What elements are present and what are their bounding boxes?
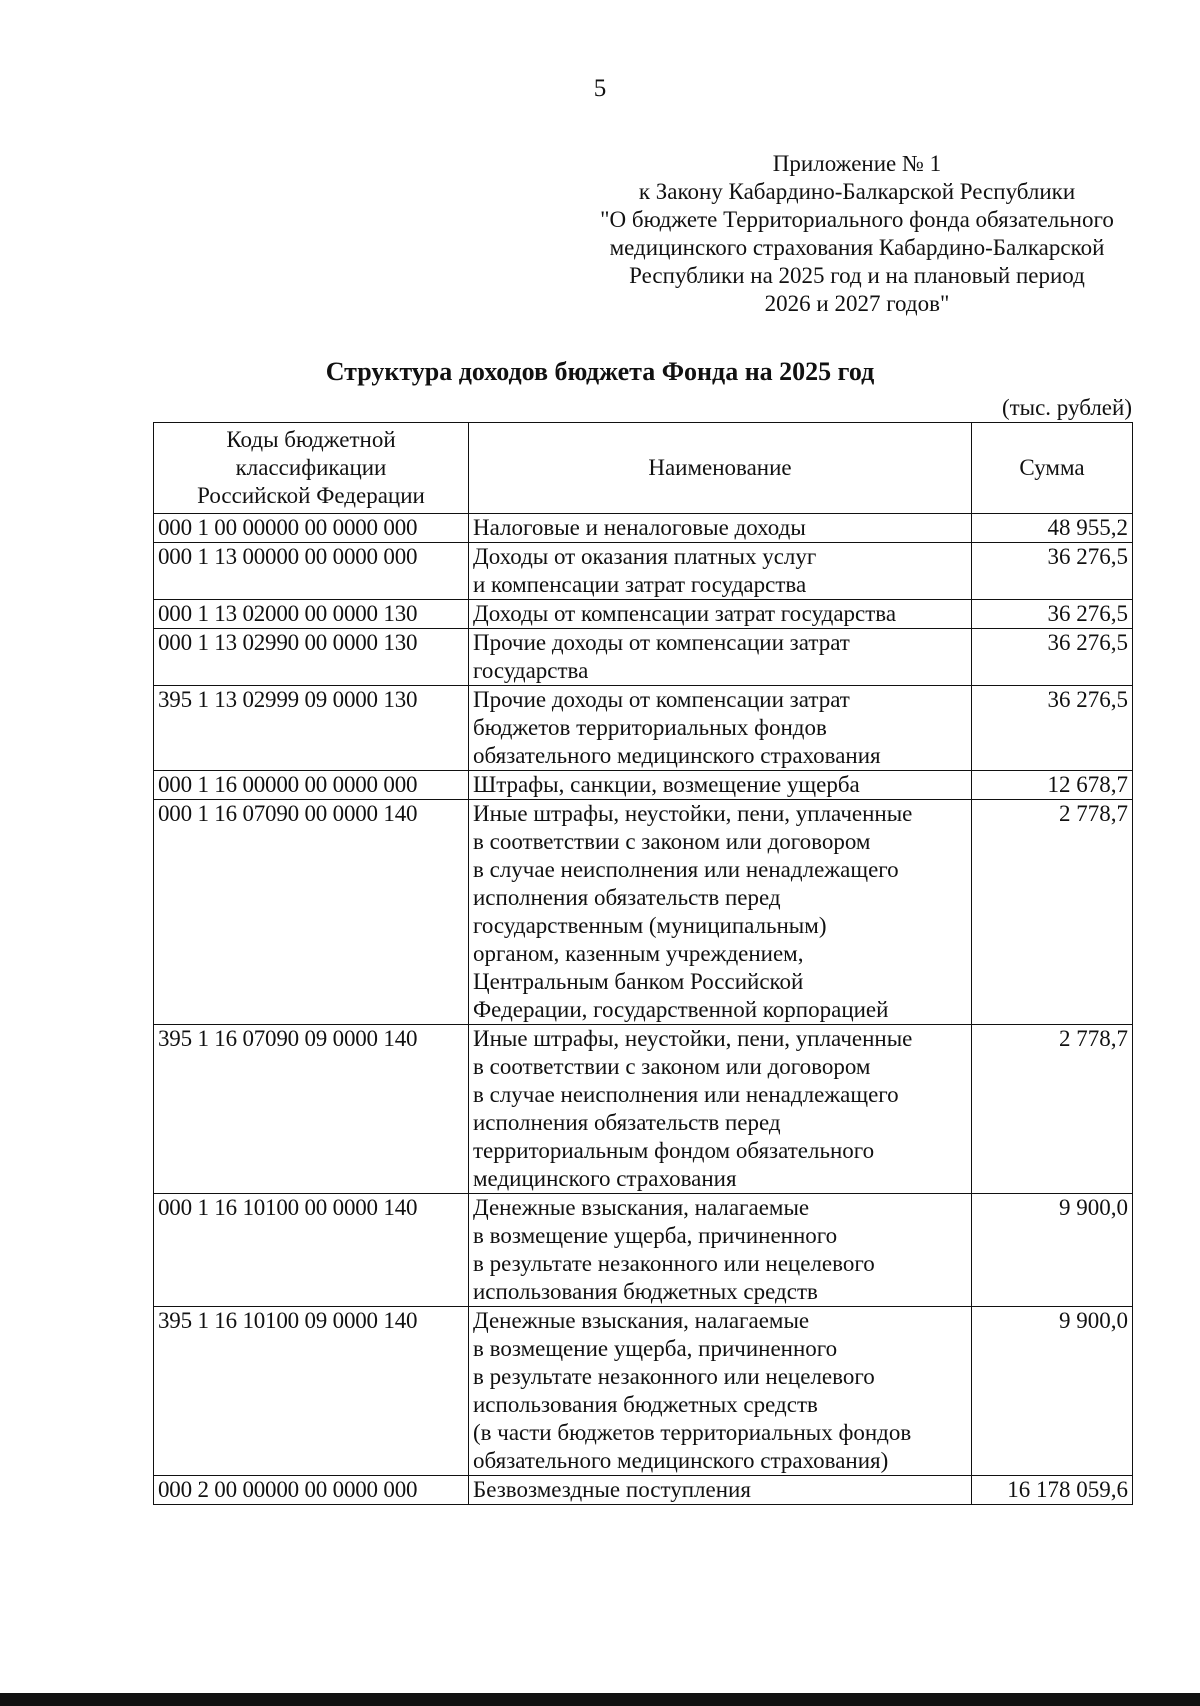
income-name-line: Доходы от оказания платных услуг	[473, 544, 817, 569]
table-header-row	[154, 423, 1133, 514]
income-name-line: и компенсации затрат государства	[473, 572, 807, 597]
amount-cell: 2 778,7	[972, 1025, 1133, 1194]
appendix-line: Приложение № 1	[772, 151, 942, 176]
income-name-cell	[469, 1194, 972, 1307]
table-row	[154, 1307, 1133, 1476]
table-row	[154, 686, 1133, 771]
amount-cell: 9 900,0	[972, 1194, 1133, 1307]
income-name-cell	[469, 514, 972, 543]
amount-cell: 9 900,0	[972, 1307, 1133, 1476]
table-row	[154, 600, 1133, 629]
income-name-line: исполнения обязательств перед	[473, 1110, 781, 1135]
budget-code-cell: 395 1 16 07090 09 0000 140	[154, 1025, 469, 1194]
income-name-line: государства	[473, 658, 589, 683]
income-name-line: государственным (муниципальным)	[473, 913, 827, 938]
page-number: 5	[593, 75, 607, 102]
amount-cell: 12 678,7	[972, 771, 1133, 800]
income-name-line: Налоговые и неналоговые доходы	[473, 515, 806, 540]
income-name-line: в соответствии с законом или договором	[473, 1054, 871, 1079]
income-name-line: исполнения обязательств перед	[473, 885, 781, 910]
income-name-line: в результате незаконного или нецелевого	[473, 1364, 875, 1389]
income-name-cell	[469, 800, 972, 1025]
budget-code-cell: 000 1 00 00000 00 0000 000	[154, 514, 469, 543]
income-name-line: в случае неисполнения или ненадлежащего	[473, 1082, 899, 1107]
income-name-cell	[469, 600, 972, 629]
appendix-line: медицинского страхования Кабардино-Балкарской	[609, 235, 1105, 260]
amount-cell: 16 178 059,6	[972, 1476, 1133, 1505]
income-name-line: Прочие доходы от компенсации затрат	[473, 687, 850, 712]
income-name-line: Иные штрафы, неустойки, пени, уплаченные	[473, 1026, 913, 1051]
amount-cell: 36 276,5	[972, 600, 1133, 629]
income-name-line: использования бюджетных средств	[473, 1279, 818, 1304]
amount-cell: 36 276,5	[972, 686, 1133, 771]
income-name-line: органом, казенным учреждением,	[473, 941, 804, 966]
budget-code-cell: 000 1 13 02000 00 0000 130	[154, 600, 469, 629]
income-name-cell	[469, 543, 972, 600]
appendix-line: Республики на 2025 год и на плановый период	[629, 263, 1085, 288]
income-name-line: бюджетов территориальных фондов	[473, 715, 827, 740]
income-name-line: Денежные взыскания, налагаемые	[473, 1195, 810, 1220]
code-header-line: Российской Федерации	[197, 483, 425, 508]
budget-code-cell: 000 1 16 10100 00 0000 140	[154, 1194, 469, 1307]
income-name-cell	[469, 686, 972, 771]
income-name-line: территориальным фондом обязательного	[473, 1138, 875, 1163]
amount-cell: 36 276,5	[972, 629, 1133, 686]
income-name-line: медицинского страхования	[473, 1166, 737, 1191]
income-name-line: Федерации, государственной корпорацией	[473, 997, 889, 1022]
amount-cell: 48 955,2	[972, 514, 1133, 543]
budget-code-cell: 395 1 16 10100 09 0000 140	[154, 1307, 469, 1476]
budget-code-cell: 000 1 16 00000 00 0000 000	[154, 771, 469, 800]
income-name-line: в возмещение ущерба, причиненного	[473, 1223, 838, 1248]
income-name-line: использования бюджетных средств	[473, 1392, 818, 1417]
code-header-line: классификации	[235, 455, 387, 480]
budget-code-cell: 000 1 16 07090 00 0000 140	[154, 800, 469, 1025]
table-body	[154, 514, 1133, 1505]
income-name-line: Денежные взыскания, налагаемые	[473, 1308, 810, 1333]
document-title: Структура доходов бюджета Фонда на 2025 год	[325, 357, 875, 386]
income-name-line: Доходы от компенсации затрат государства	[473, 601, 897, 626]
appendix-line: к Закону Кабардино-Балкарской Республики	[638, 179, 1076, 204]
table-row	[154, 1476, 1133, 1505]
income-name-line: обязательного медицинского страхования)	[473, 1448, 889, 1473]
table-row	[154, 629, 1133, 686]
income-name-line: в случае неисполнения или ненадлежащего	[473, 857, 899, 882]
income-name-line: в соответствии с законом или договором	[473, 829, 871, 854]
table-row	[154, 1025, 1133, 1194]
budget-code-cell: 000 2 00 00000 00 0000 000	[154, 1476, 469, 1505]
table-row	[154, 514, 1133, 543]
income-name-cell	[469, 629, 972, 686]
income-name-line: в возмещение ущерба, причиненного	[473, 1336, 838, 1361]
table-row	[154, 800, 1133, 1025]
income-name-line: Прочие доходы от компенсации затрат	[473, 630, 850, 655]
appendix-header	[572, 150, 1142, 318]
income-name-cell	[469, 1476, 972, 1505]
table-row	[154, 1194, 1133, 1307]
scan-edge-bar	[0, 1693, 1200, 1706]
income-name-line: Центральным банком Российской	[473, 969, 804, 994]
budget-code-cell: 000 1 13 02990 00 0000 130	[154, 629, 469, 686]
code-column-header	[154, 423, 469, 514]
table-row	[154, 543, 1133, 600]
units-label: (тыс. рублей)	[1001, 395, 1132, 420]
income-name-line: в результате незаконного или нецелевого	[473, 1251, 875, 1276]
income-name-cell	[469, 1307, 972, 1476]
table-row	[154, 771, 1133, 800]
amount-column-header: Сумма	[972, 423, 1133, 514]
income-name-cell	[469, 771, 972, 800]
income-structure-table	[153, 422, 1133, 1505]
income-name-line: Штрафы, санкции, возмещение ущерба	[473, 772, 860, 797]
name-column-header: Наименование	[469, 423, 972, 514]
code-header-line: Коды бюджетной	[226, 427, 396, 452]
amount-cell: 36 276,5	[972, 543, 1133, 600]
income-name-line: Иные штрафы, неустойки, пени, уплаченные	[473, 801, 913, 826]
income-name-cell	[469, 1025, 972, 1194]
appendix-line: "О бюджете Территориального фонда обязательного	[600, 207, 1114, 232]
amount-cell: 2 778,7	[972, 800, 1133, 1025]
income-name-line: обязательного медицинского страхования	[473, 743, 881, 768]
income-name-line: Безвозмездные поступления	[473, 1477, 751, 1502]
appendix-line: 2026 и 2027 годов"	[764, 291, 950, 316]
budget-code-cell: 395 1 13 02999 09 0000 130	[154, 686, 469, 771]
budget-code-cell: 000 1 13 00000 00 0000 000	[154, 543, 469, 600]
income-name-line: (в части бюджетов территориальных фондов	[473, 1420, 912, 1445]
